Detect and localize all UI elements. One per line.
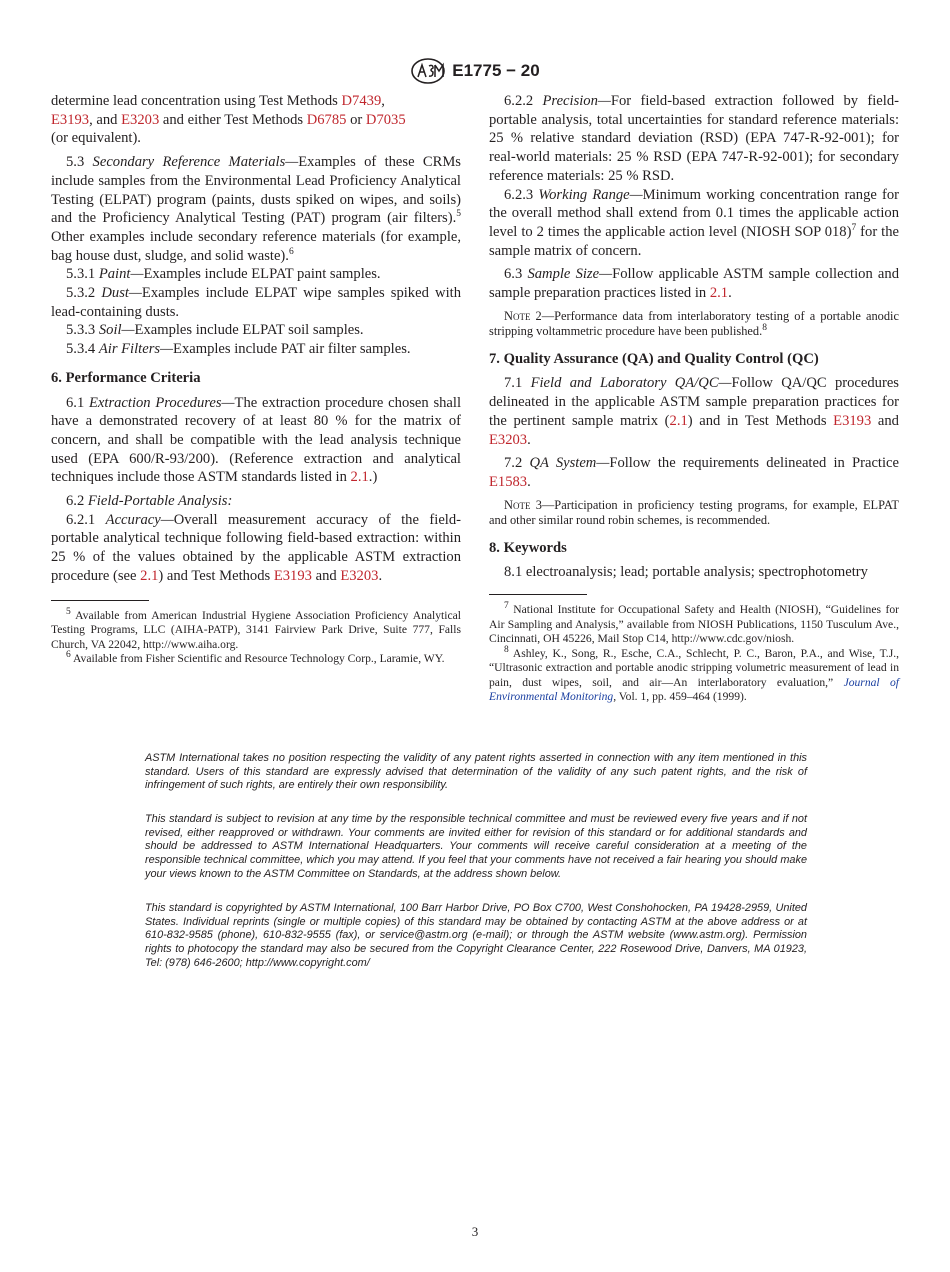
link-d6785[interactable]: D6785 [306,111,347,128]
section-6-2-3: 6.2.3 Working Range—Minimum working concentration range for the overall method shall extend from 0.1 times the applicable action level to 2 times the applicable action level (NIOSH SOP 018)$^7$ for the sample matrix of concern. [489,186,899,259]
journal-link[interactable]: Journal of Environmental Monitoring [489,675,900,704]
page-number: 3 [471,1224,479,1239]
link-e3203[interactable]: E3203 [340,567,379,584]
section-5-3-2: 5.3.2 Dust—Examples include ELPAT wipe samples spiked with lead-containing dusts. [51,285,461,320]
link-e3203[interactable]: E3203 [121,111,160,128]
footnote-divider [489,594,587,595]
section-5-3: 5.3 Secondary Reference Materials—Examples of these CRMs include samples from the Environmental Lead Proficiency Analytical Testing (ELPAT) program (paints, dusts spiked on wipes, and soils) and the Proficiency Analytical Testing (PAT) program (air filters).$^5$ Other examples include secondary reference materials (for example, bag house dust, sludge, and solid waste).$^6$ [51,154,461,264]
astm-logo-icon [410,58,446,84]
paragraph-continued: determine lead concentration using Test Methods D7439, E3193, and E3203 and either Test Methods D6785 or D7035 (or equivalent). [51,93,406,147]
document-id: E1775 − 20 [452,61,540,80]
heading-performance-criteria: 6. Performance Criteria [51,369,201,386]
revision-notice: This standard is subject to revision at any time by the responsible technical committee and must be reviewed every five years and if not revised, either reapproved or withdrawn. Your comments are invited either for revision of this standard or for additional standards and should be addressed to ASTM International Headquarters. Your comments will receive careful consideration at a meeting of the responsible technical committee, which you may attend. If you feel that your comments have not received a fair hearing you should make your views known to the ASTM Committee on Standards, at the address shown below. [145,813,807,880]
footnote-8: $^8$ Ashley, K., Song, R., Esche, C.A., Schlecht, P. C., Baron, P.A., and Wise, T.J., “Ultrasonic extraction and portable anodic stripping volumetric measurement of lead in pain, dust wipes, soil, and air—An interlaboratory evaluation,” Journal of Environmental Monitoring, Vol. 1, pp. 459–464 (1999). [489,644,900,704]
copyright-notice: This standard is copyrighted by ASTM International, 100 Barr Harbor Drive, PO Box C700, West Conshohocken, PA 19428-2959, United States. Individual reprints (single or multiple copies) of this standard may be obtained by contacting ASTM at the above address or at 610-832-9585 (phone), 610-832-9555 (fax), or service@astm.org (e-mail); or through the ASTM website (www.astm.org). Permission rights to photocopy the standard may also be secured from the Copyright Clearance Center, 222 Rosewood Drive, Danvers, MA 01923, Tel: (978) 646-2600; http://www.copyright.com/ [145,902,807,969]
link-2-1[interactable]: 2.1 [140,567,159,584]
link-2-1[interactable]: 2.1 [669,412,688,429]
note-2: Note 2—Performance data from interlaboratory testing of a portable anodic stripping voltammetric procedure have been published.$^8$ [489,308,899,339]
footnote-6: $^6$ Available from Fisher Scientific and Resource Technology Corp., Laramie, WY. [66,650,445,666]
footnote-divider [51,600,149,601]
link-e3193[interactable]: E3193 [51,111,90,128]
link-e1583[interactable]: E1583 [489,473,528,490]
section-5-3-4: 5.3.4 Air Filters—Examples include PAT air filter samples. [66,341,411,358]
link-e3203[interactable]: E3203 [489,431,528,448]
footnote-5: $^5$ Available from American Industrial Hygiene Association Proficiency Analytical Testing Programs, LLC (AIHA-PATP), 3141 Fairview Park Drive, Suite 777, Falls Church, VA 22042, http://www.aiha.org. [51,606,461,651]
heading-keywords: 8. Keywords [489,539,567,556]
section-6-1: 6.1 Extraction Procedures—The extraction procedure chosen shall have a demonstrated recovery of at least 80 % for the matrix of concern, and shall be compatible with the lead analysis technique used (EPA 600/R-93/200). (Reference extraction and analytical techniques include those ASTM standards listed in 2.1.) [51,394,462,486]
right-column [489,92,899,705]
link-2-1[interactable]: 2.1 [709,285,729,302]
note-3: Note 3—Participation in proficiency testing programs, for example, ELPAT and other similar round robin schemes, is recommended. [489,497,899,528]
section-8-1: 8.1 electroanalysis; lead; portable analysis; spectrophotometry [504,564,868,581]
section-7-1: 7.1 Field and Laboratory QA/QC—Follow QA/QC procedures delineated in the applicable ASTM sample preparation practices for the pertinent sample matrix (2.1) and in Test Methods E3193 and E3203. [489,375,899,448]
patent-notice: ASTM International takes no position respecting the validity of any patent rights asserted in connection with any item mentioned in this standard. Users of this standard are expressly advised that determination of the validity of any such patent rights, and the risk of infringement of such rights, are entirely their own responsibility. [145,752,807,792]
section-7-2: 7.2 QA System—Follow the requirements delineated in Practice E1583. [489,455,899,490]
heading-quality-assurance: 7. Quality Assurance (QA) and Quality Control (QC) [489,350,819,367]
link-e3193[interactable]: E3193 [273,567,312,584]
link-d7035[interactable]: D7035 [365,111,406,128]
section-6-2-2: 6.2.2 Precision—For field-based extraction followed by field-portable analysis, total uncertainties for standard reference materials: 25 % relative standard deviation (RSD) (EPA 747-R-92-001); for real-world materials: 25 % RSD (EPA 747-R-92-001); for secondary reference materials: 25 % RSD. [489,93,899,184]
page-header [0,58,950,84]
footnote-7: $^7$ National Institute for Occupational Safety and Health (NIOSH), “Guidelines for Air Sampling and Analysis,” available from NIOSH Publications, 1150 Tusculum Ave., Cincinnati, OH 45226, Mail Stop C14, http://www.cdc.gov/niosh. [489,601,899,646]
link-e3193[interactable]: E3193 [833,412,872,429]
left-column [51,92,461,667]
section-6-3: 6.3 Sample Size—Follow applicable ASTM sample collection and sample preparation practices listed in 2.1. [489,266,900,302]
section-6-2: 6.2 Field-Portable Analysis: [66,493,233,510]
section-5-3-1: 5.3.1 Paint—Examples include ELPAT paint samples. [66,266,381,283]
link-2-1[interactable]: 2.1 [350,469,369,486]
section-6-2-1: 6.2.1 Accuracy—Overall measurement accuracy of the field-portable analytical technique following field-based extraction: within 25 % of the values obtained by the applicable ASTM extraction procedure (see 2.1) and Test Methods E3193 and E3203. [51,511,462,584]
link-d7439[interactable]: D7439 [341,93,382,109]
section-5-3-3: 5.3.3 Soil—Examples include ELPAT soil samples. [66,322,364,339]
